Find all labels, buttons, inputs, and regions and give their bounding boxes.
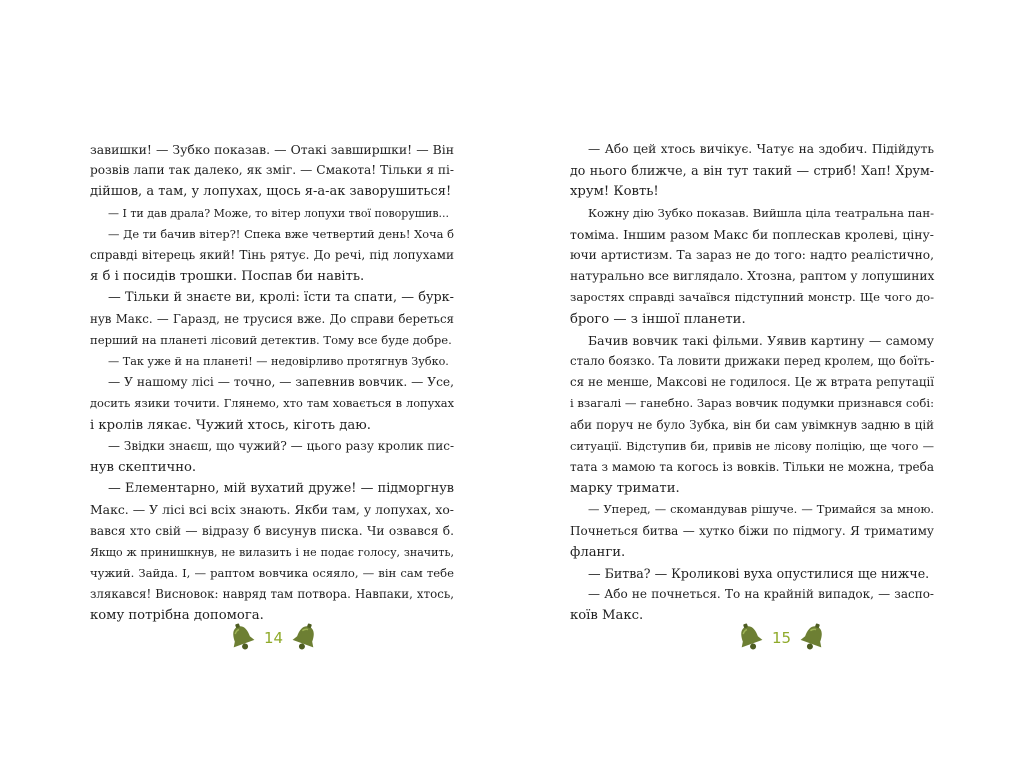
right-page-text (570, 139, 934, 627)
left-page-text (90, 139, 454, 627)
text-line: чужий. Зайда. І, — раптом вовчика осяяло, — він сам тебе (90, 566, 454, 581)
text-line: я б і посидів трошки. Поспав би навіть. (90, 269, 365, 285)
text-line: — Уперед, — скомандував рішуче. — Тримайся за мною. (588, 502, 934, 517)
text-line: аби поруч не було Зубка, він би сам увімкнув задню в цій (570, 417, 934, 432)
text-line: ючи артистизм. Та зараз не до того: надто реалістично, (570, 248, 934, 263)
text-line: завишки! — Зубко показав. — Отакі завширшки! — Він (90, 142, 454, 157)
text-line: Бачив вовчик такі фільми. Уявив картину — самому (588, 332, 934, 348)
text-line: — Звідки знаєш, що чужий? — цього разу кролик пис- (108, 438, 454, 453)
left-page-folio (226, 618, 321, 658)
right-page (512, 0, 1024, 768)
text-line: марку тримати. (570, 481, 680, 497)
text-line: до нього ближче, а він тут такий — стриб! Хап! Хрум- (570, 163, 934, 179)
text-line: заростях справді зачаївся підступний монстр. Ще чого до- (570, 290, 934, 305)
right-page-folio (734, 618, 829, 658)
text-line: нув Макс. — Гаразд, не трусися вже. До справи береться (90, 311, 454, 326)
text-line: Макс. — У лісі всі всіх знають. Якби там, у лопухах, хо- (90, 502, 454, 518)
bell-icon (797, 622, 829, 654)
text-line: перший на планеті лісовий детектив. Тому все буде добре. (90, 332, 452, 347)
text-line: дійшов, а там, у лопухах, щось я-а-ак заворушиться! (90, 184, 452, 200)
text-line: тата з мамою та когось із вовків. Тільки не можна, треба (570, 460, 934, 475)
text-line: нув скептично. (90, 460, 197, 476)
text-line: стало боязко. Та ловити дрижаки перед кролем, що боїть- (570, 354, 935, 369)
text-line: розвів лапи так далеко, як зміг. — Смакота! Тільки я пі- (90, 163, 454, 178)
text-line: і кролів лякає. Чужий хтось, кіготь даю. (90, 417, 371, 433)
text-line: Кожну дію Зубко показав. Вийшла ціла театральна пан- (588, 205, 934, 220)
bell-icon (289, 622, 321, 654)
text-line: хрум! Ковть! (570, 184, 659, 200)
text-line: Почнеться битва — хутко біжи по підмогу. Я триматиму (570, 523, 934, 538)
text-line: брого — з іншої планети. (570, 311, 746, 327)
text-line: кому потрібна допомога. (90, 608, 264, 624)
text-line: — Або цей хтось вичікує. Чатує на здобич. Підійдуть (588, 142, 934, 156)
text-line: — Де ти бачив вітер?! Спека вже четвертий день! Хоча б (108, 226, 454, 241)
text-line: — Елементарно, мій вухатий друже! — підморгнув (108, 481, 454, 497)
text-line: ситуації. Відступив би, привів не лісову поліцію, ще чого — (570, 438, 934, 453)
text-line: коїв Макс. (570, 608, 644, 624)
text-line: — Так уже й на планеті! — недовірливо протягнув Зубко. (108, 355, 449, 369)
page-number: 15 (772, 629, 792, 647)
text-line: — Тільки й знаєте ви, кролі: їсти та спати, — бурк- (108, 290, 454, 306)
text-line: Якщо ж принишкнув, не вилазить і не подає голосу, значить, (90, 545, 454, 559)
text-line: ся не менше, Максові не годилося. Це ж втрата репутації (570, 375, 934, 390)
text-line: фланги. (570, 544, 626, 560)
bell-icon (734, 622, 766, 654)
text-line: злякався! Висновок: навряд там потвора. Навпаки, хтось, (90, 587, 454, 602)
text-line: справді вітерець який! Тінь рятує. До речі, під лопухами (90, 248, 454, 263)
text-line: вався хто свій — відразу б висунув писка. Чи озвався б. (90, 523, 454, 538)
bell-icon (226, 622, 258, 654)
text-line: — У нашому лісі — точно, — запевнив вовчик. — Усе, (108, 375, 454, 390)
page-number: 14 (264, 629, 284, 647)
text-line: натурально все виглядало. Хтозна, раптом у лопушиних (570, 269, 935, 284)
text-line: і взагалі — ганебно. Зараз вовчик подумки признався собі: (570, 396, 934, 411)
text-line: — І ти дав драла? Може, то вітер лопухи твої поворушив... (108, 206, 450, 220)
text-line: досить язики точити. Глянемо, хто там ховається в лопухах (90, 396, 454, 411)
text-line: — Битва? — Кроликові вуха опустилися ще нижче. (588, 566, 930, 582)
text-line: томіма. Іншим разом Макс би поплескав кролеві, ціну- (570, 226, 934, 242)
text-line: — Або не почнеться. То на крайній випадок, — заспо- (588, 587, 934, 602)
